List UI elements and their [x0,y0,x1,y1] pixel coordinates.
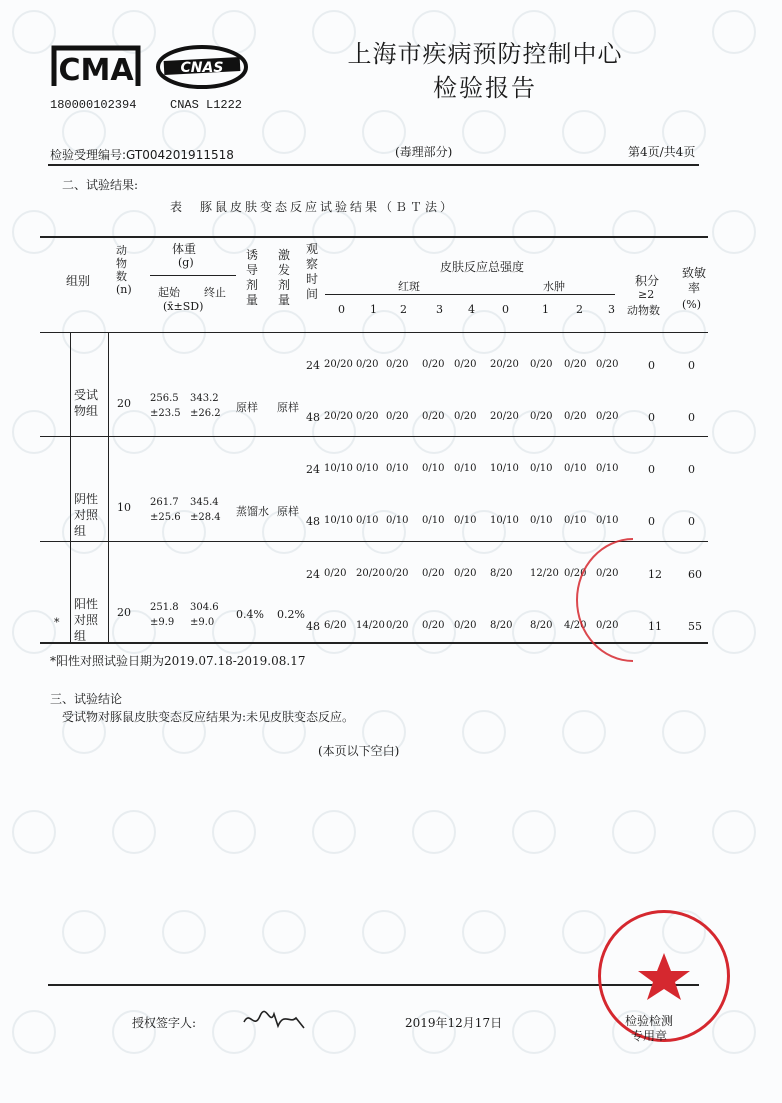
watermark-mark [612,810,656,854]
edema-value: 0/10 [596,463,619,474]
section-label: (毒理部分) [395,145,453,159]
table-top-rule [40,236,708,238]
erythema-value: 0/20 [324,568,347,579]
erythema-value: 0/20 [386,620,409,631]
edema-value: 0/10 [564,463,587,474]
group-name: 阳性对照组 [74,597,99,643]
erythema-grade: 0 [338,303,345,316]
col-sens: 致敏率 [682,266,707,295]
erythema-value: 0/10 [454,515,477,526]
erythema-grade: 1 [370,303,377,316]
watermark-mark [462,710,506,754]
edema-value: 8/20 [490,568,513,579]
erythema-value: 0/20 [454,359,477,370]
table-header-rule [40,332,708,333]
header-divider [48,164,699,166]
animal-count: 20 [117,397,131,410]
erythema-grade: 4 [468,303,475,316]
col-start: 起始 [158,286,180,299]
weight-subrule [150,275,236,276]
sensitization-rate: 0 [688,463,695,476]
sensitization-rate: 0 [688,411,695,424]
seal-label: 检验检测专用章 [624,1014,673,1043]
watermark-mark [312,1010,356,1054]
edema-value: 12/20 [530,568,559,579]
edema-value: 0/10 [530,463,553,474]
svg-text:CMA: CMA [58,53,134,88]
animal-count: 20 [117,606,131,619]
obs-time: 48 [306,411,320,424]
watermark-mark [512,210,556,254]
erythema-value: 20/20 [324,359,353,370]
edema-value: 10/10 [490,463,519,474]
erythema-value: 10/10 [324,463,353,474]
report-date: 2019年12月17日 [405,1016,503,1030]
col-obs-time: 观察时间 [306,242,319,301]
edema-value: 0/20 [530,411,553,422]
watermark-mark [462,910,506,954]
footnote: *阳性对照试验日期为2019.07.18-2019.08.17 [50,654,306,668]
erythema-value: 0/20 [386,568,409,579]
edema-grade: 0 [502,303,509,316]
obs-time: 48 [306,620,320,633]
cnas-logo [154,42,250,92]
edema-value: 10/10 [490,515,519,526]
challenge-dose: 0.2% [277,608,305,621]
score-count: 0 [648,411,655,424]
signer-label: 授权签字人: [132,1016,197,1030]
erythema-value: 0/20 [454,568,477,579]
group-divider-1 [40,436,708,437]
erythema-value: 0/20 [422,411,445,422]
group-name: 受试物组 [74,388,99,418]
challenge-dose: 原样 [277,505,299,518]
watermark-mark [12,810,56,854]
watermark-mark [312,810,356,854]
receipt-number: 检验受理编号:GT004201911518 [50,148,234,162]
watermark-mark [712,210,756,254]
watermark-mark [412,810,456,854]
erythema-value: 0/10 [356,463,379,474]
obs-time: 24 [306,568,320,581]
erythema-value: 20/20 [324,411,353,422]
erythema-value: 0/20 [386,359,409,370]
edema-value: 0/20 [596,411,619,422]
col-weight: 体重 [172,242,197,256]
erythema-value: 6/20 [324,620,347,631]
watermark-mark [162,910,206,954]
watermark-mark [262,110,306,154]
edema-value: 20/20 [490,359,519,370]
col-stat: (x̄±SD) [163,300,204,313]
erythema-value: 0/20 [422,620,445,631]
col-group: 组别 [66,274,91,288]
erythema-value: 0/20 [422,568,445,579]
watermark-mark [712,610,756,654]
table-title: 表 豚鼠皮肤变态反应试验结果（ＢＴ法） [170,200,456,214]
watermark-mark [12,1010,56,1054]
col-score3: 动物数 [627,304,660,317]
erythema-value: 0/10 [422,463,445,474]
watermark-mark [462,110,506,154]
edema-value: 0/20 [596,359,619,370]
col-erythema: 红斑 [398,280,420,293]
cma-logo-graphic [50,42,142,90]
erythema-value: 0/20 [454,620,477,631]
watermark-mark [412,210,456,254]
score-count: 0 [648,359,655,372]
edema-value: 20/20 [490,411,519,422]
watermark-mark [412,610,456,654]
col-skin-total: 皮肤反应总强度 [440,260,525,274]
edema-value: 0/20 [564,359,587,370]
watermark-mark [12,410,56,454]
obs-time: 24 [306,359,320,372]
erythema-value: 0/20 [386,411,409,422]
watermark-mark [712,10,756,54]
col-end: 终止 [204,286,226,299]
watermark-mark [512,810,556,854]
watermark-mark [12,210,56,254]
erythema-value: 0/20 [356,411,379,422]
edema-value: 8/20 [530,620,553,631]
results-heading: 二、试验结果: [62,178,139,192]
report-title: 检验报告 [433,74,537,102]
erythema-value: 0/10 [422,515,445,526]
weight-end: 345.4 ±28.4 [190,497,221,523]
edema-grade: 1 [542,303,549,316]
edema-value: 0/20 [564,411,587,422]
cma-number: 180000102394 [50,98,137,112]
edema-grade: 3 [608,303,615,316]
skin-subrule [325,294,615,295]
erythema-value: 0/20 [422,359,445,370]
erythema-value: 0/20 [356,359,379,370]
sensitization-rate: 60 [688,568,702,581]
group-name: 阴性对照组 [74,492,99,538]
erythema-value: 20/20 [356,568,385,579]
watermark-mark [662,510,706,554]
col-sens-unit: (%) [682,298,702,311]
score-count: 12 [648,568,662,581]
watermark-mark [562,110,606,154]
col-weight-unit: (g) [178,256,194,269]
score-count: 0 [648,515,655,528]
obs-time: 48 [306,515,320,528]
edema-value: 0/20 [596,568,619,579]
cma-logo [50,42,142,90]
conclusion-heading: 三、试验结论 [50,692,123,706]
blank-note: (本页以下空白) [318,744,400,758]
erythema-value: 14/20 [356,620,385,631]
weight-start: 261.7 ±25.6 [150,497,181,523]
edema-value: 0/20 [596,620,619,631]
edema-grade: 2 [576,303,583,316]
sensitization-rate: 0 [688,515,695,528]
col-score: 积分 [635,274,660,288]
animal-count: 10 [117,501,131,514]
col-edema: 水肿 [543,280,565,293]
erythema-grade: 2 [400,303,407,316]
watermark-mark [262,910,306,954]
cnas-logo-graphic [154,42,250,92]
erythema-value: 10/10 [324,515,353,526]
watermark-mark [562,910,606,954]
watermark-mark [612,210,656,254]
signature [240,1004,308,1034]
weight-start: 256.5 ±23.5 [150,393,181,419]
induce-dose: 原样 [236,401,258,414]
group-vline [70,333,71,642]
group-divider-2 [40,541,708,542]
sensitization-rate: 0 [688,359,695,372]
score-count: 0 [648,463,655,476]
watermark-mark [512,610,556,654]
challenge-dose: 原样 [277,401,299,414]
asterisk-mark: * [54,616,60,629]
watermark-mark [112,810,156,854]
weight-start: 251.8 ±9.9 [150,602,179,628]
signature-graphic [240,1004,308,1034]
edema-value: 8/20 [490,620,513,631]
watermark-mark [662,710,706,754]
erythema-value: 0/10 [356,515,379,526]
erythema-grade: 3 [436,303,443,316]
weight-end: 304.6 ±9.0 [190,602,219,628]
watermark-mark [712,810,756,854]
edema-value: 0/20 [564,568,587,579]
col-animals: 动物数(n) [116,244,132,296]
edema-value: 0/10 [564,515,587,526]
page-number: 第4页/共4页 [628,145,696,159]
col-challenge: 激发剂量 [278,248,291,307]
watermark-mark [562,710,606,754]
col-induce: 诱导剂量 [246,248,259,307]
edema-value: 0/10 [596,515,619,526]
edema-value: 0/20 [530,359,553,370]
cnas-number: CNAS L1222 [170,98,243,112]
watermark-mark [362,910,406,954]
watermark-mark [62,910,106,954]
erythema-value: 0/10 [386,463,409,474]
erythema-value: 0/20 [454,411,477,422]
watermark-mark [212,810,256,854]
induce-dose: 0.4% [236,608,264,621]
watermark-mark [312,210,356,254]
watermark-mark [12,610,56,654]
conclusion-text: 受试物对豚鼠皮肤变态反应结果为:未见皮肤变态反应。 [62,710,355,724]
score-count: 11 [648,620,662,633]
obs-time: 24 [306,463,320,476]
svg-text:CNAS: CNAS [180,60,224,76]
sensitization-rate: 55 [688,620,702,633]
erythema-value: 0/10 [386,515,409,526]
erythema-value: 0/10 [454,463,477,474]
watermark-mark [512,1010,556,1054]
edema-value: 0/10 [530,515,553,526]
n-vline [108,333,109,642]
org-name: 上海市疾病预防控制中心 [347,40,623,68]
col-score2: ≥2 [638,288,655,301]
watermark-mark [712,410,756,454]
edema-value: 4/20 [564,620,587,631]
induce-dose: 蒸馏水 [236,505,269,518]
weight-end: 343.2 ±26.2 [190,393,221,419]
